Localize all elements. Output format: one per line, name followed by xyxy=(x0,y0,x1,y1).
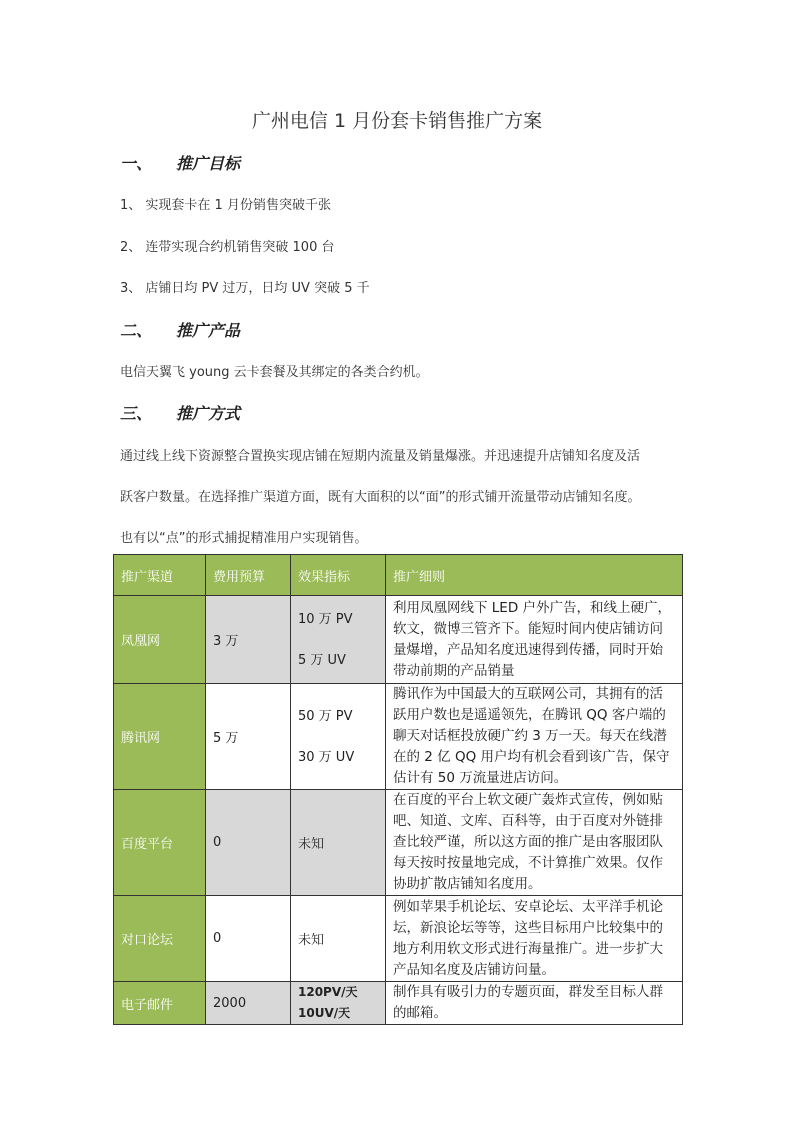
section-heading-product xyxy=(120,318,240,341)
header-channel: 推广渠道 xyxy=(114,555,206,596)
metric-uv: 30 万 UV xyxy=(298,749,355,765)
metric-cell xyxy=(291,596,386,684)
metric-pv: 50 万 PV xyxy=(298,708,353,724)
goal-item: 2、 连带实现合约机销售突破 100 台 xyxy=(120,240,335,255)
metric-pv: 10 万 PV xyxy=(298,611,353,627)
detail-cell: 利用凤凰网线下 LED 户外广告，和线上硬广，软文，微博三管齐下。能短时间内使店铺访问量爆增，产品知名度迅速得到传播，同时开始带动前期的产品销量 xyxy=(386,596,683,684)
table-row xyxy=(114,684,683,790)
channel-cell: 腾讯网 xyxy=(114,684,206,790)
metric-cell xyxy=(291,684,386,790)
metric-uv: 5 万 UV xyxy=(298,652,346,668)
metric-pv: 120PV/天 xyxy=(298,985,358,999)
budget-cell: 0 xyxy=(206,790,291,896)
goal-item: 1、 实现套卡在 1 月份销售突破千张 xyxy=(120,198,331,213)
table-row xyxy=(114,982,683,1025)
promotion-plan-table xyxy=(113,554,683,1025)
detail-cell: 腾讯作为中国最大的互联网公司，其拥有的活跃用户数也是遥遥领先，在腾讯 QQ 客户端的聊天对话框投放硬广约 3 万一天。每天在线潜在的 2 亿 QQ 用户均有机会看到该广告，保守估计有 50 万流量进店访问。 xyxy=(386,684,683,790)
section-heading-method xyxy=(120,401,240,424)
method-line: 跃客户数量。在选择推广渠道方面，既有大面积的以“面”的形式铺开流量带动店铺知名度。 xyxy=(120,490,641,505)
channel-cell: 凤凰网 xyxy=(114,596,206,684)
product-text: 电信天翼飞 young 云卡套餐及其绑定的各类合约机。 xyxy=(120,365,429,380)
table-header-row xyxy=(114,555,683,596)
metric-uv: 10UV/天 xyxy=(298,1006,351,1020)
channel-cell: 百度平台 xyxy=(114,790,206,896)
section-heading-goals xyxy=(120,151,240,174)
goal-item: 3、 店铺日均 PV 过万，日均 UV 突破 5 千 xyxy=(120,281,370,296)
section-heading-text: 推广目标 xyxy=(176,154,241,173)
section-number: 三、 xyxy=(120,404,153,423)
header-details: 推广细则 xyxy=(386,555,683,596)
budget-cell: 5 万 xyxy=(206,684,291,790)
budget-cell: 0 xyxy=(206,896,291,982)
detail-cell: 例如苹果手机论坛、安卓论坛、太平洋手机论坛，新浪论坛等等，这些目标用户比较集中的地方利用软文形式进行海量推广。进一步扩大产品知名度及店铺访问量。 xyxy=(386,896,683,982)
channel-cell: 对口论坛 xyxy=(114,896,206,982)
metric-cell: 未知 xyxy=(291,790,386,896)
method-line: 也有以“点”的形式捕捉精准用户实现销售。 xyxy=(120,531,368,546)
section-heading-text: 推广方式 xyxy=(176,404,241,423)
detail-cell: 在百度的平台上软文硬广轰炸式宣传，例如贴吧、知道、文库、百科等，由于百度对外链排查比较严谨，所以这方面的推广是由客服团队每天按时按量地完成，不计算推广效果。仅作协助扩散店铺知名度用。 xyxy=(386,790,683,896)
budget-cell: 3 万 xyxy=(206,596,291,684)
section-number: 二、 xyxy=(120,321,153,340)
header-metrics: 效果指标 xyxy=(291,555,386,596)
header-budget: 费用预算 xyxy=(206,555,291,596)
channel-cell: 电子邮件 xyxy=(114,982,206,1025)
page-title: 广州电信 1 月份套卡销售推广方案 xyxy=(251,110,543,132)
table-row xyxy=(114,896,683,982)
metric-cell: 未知 xyxy=(291,896,386,982)
section-heading-text: 推广产品 xyxy=(176,321,241,340)
section-number: 一、 xyxy=(120,154,153,173)
metric-cell xyxy=(291,982,386,1025)
detail-cell: 制作具有吸引力的专题页面，群发至目标人群的邮箱。 xyxy=(386,982,683,1025)
budget-cell: 2000 xyxy=(206,982,291,1025)
table-row xyxy=(114,596,683,684)
method-line: 通过线上线下资源整合置换实现店铺在短期内流量及销量爆涨。并迅速提升店铺知名度及活 xyxy=(120,449,641,464)
table-row xyxy=(114,790,683,896)
